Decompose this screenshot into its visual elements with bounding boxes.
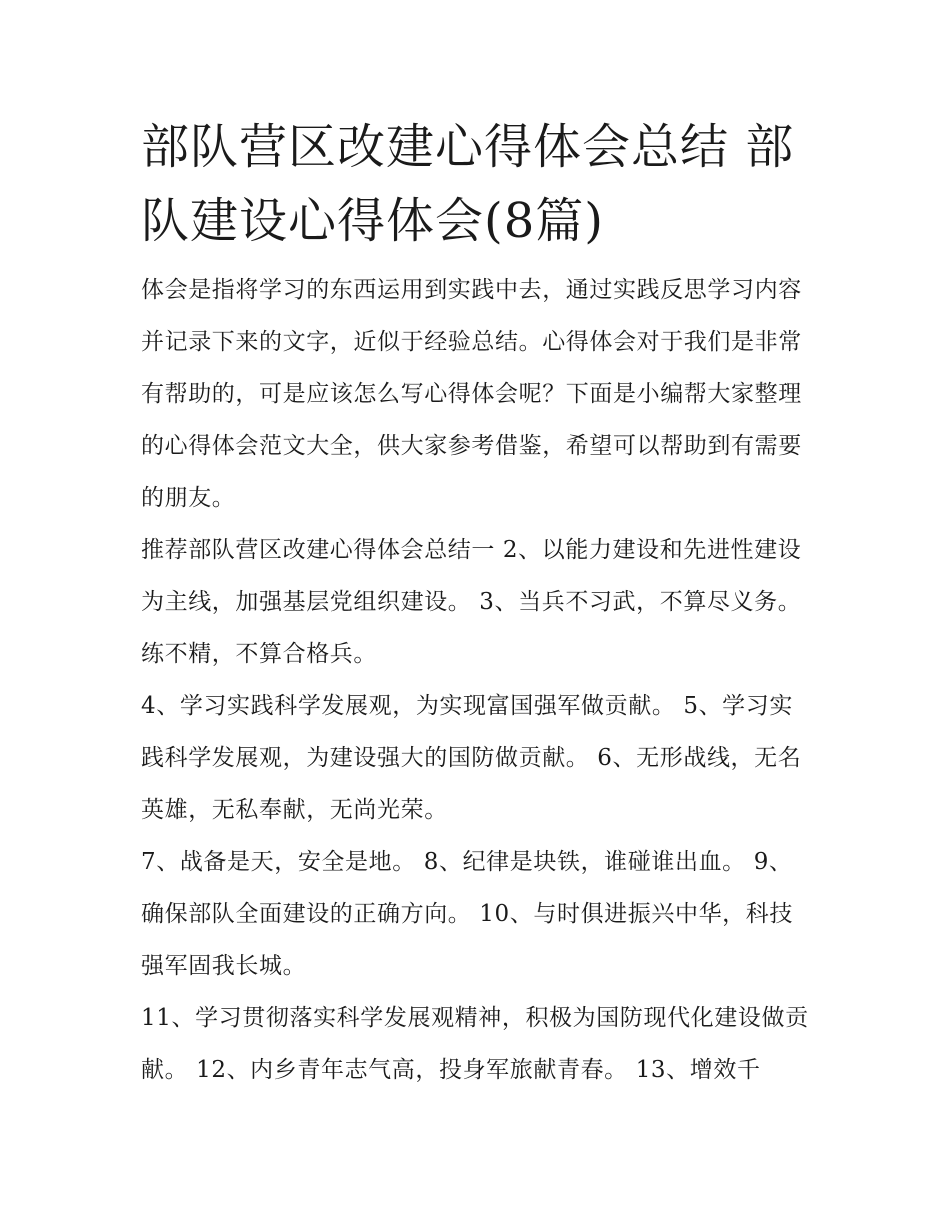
body-paragraph: 11、学习贯彻落实科学发展观精神，积极为国防现代化建设做贡献。 12、内乡青年志气高，投身军旅献青春。 13、增效千 — [141, 1005, 809, 1083]
body-paragraph: 推荐部队营区改建心得体会总结一 2、以能力建设和先进性建设为主线，加强基层党组织建设。 3、当兵不习武，不算尽义务。练不精，不算合格兵。 — [141, 537, 802, 667]
body-paragraph: 4、学习实践科学发展观，为实现富国强军做贡献。 5、学习实践科学发展观，为建设强大的国防做贡献。 6、无形战线，无名英雄，无私奉献，无尚光荣。 — [141, 693, 802, 823]
body-paragraph: 7、战备是天，安全是地。 8、纪律是块铁，谁碰谁出血。 9、确保部队全面建设的正确方向。 10、与时俱进振兴中华，科技强军固我长城。 — [141, 849, 793, 979]
intro-paragraph: 体会是指将学习的东西运用到实践中去，通过实践反思学习内容并记录下来的文字，近似于经验总结。心得体会对于我们是非常有帮助的，可是应该怎么写心得体会呢？下面是小编帮大家整理的心得体会范文大全，供大家参考借鉴，希望可以帮助到有需要的朋友。 — [141, 277, 802, 511]
document-body — [141, 110, 816, 1096]
document-title: 部队营区改建心得体会总结 部队建设心得体会(8篇) — [141, 119, 795, 249]
